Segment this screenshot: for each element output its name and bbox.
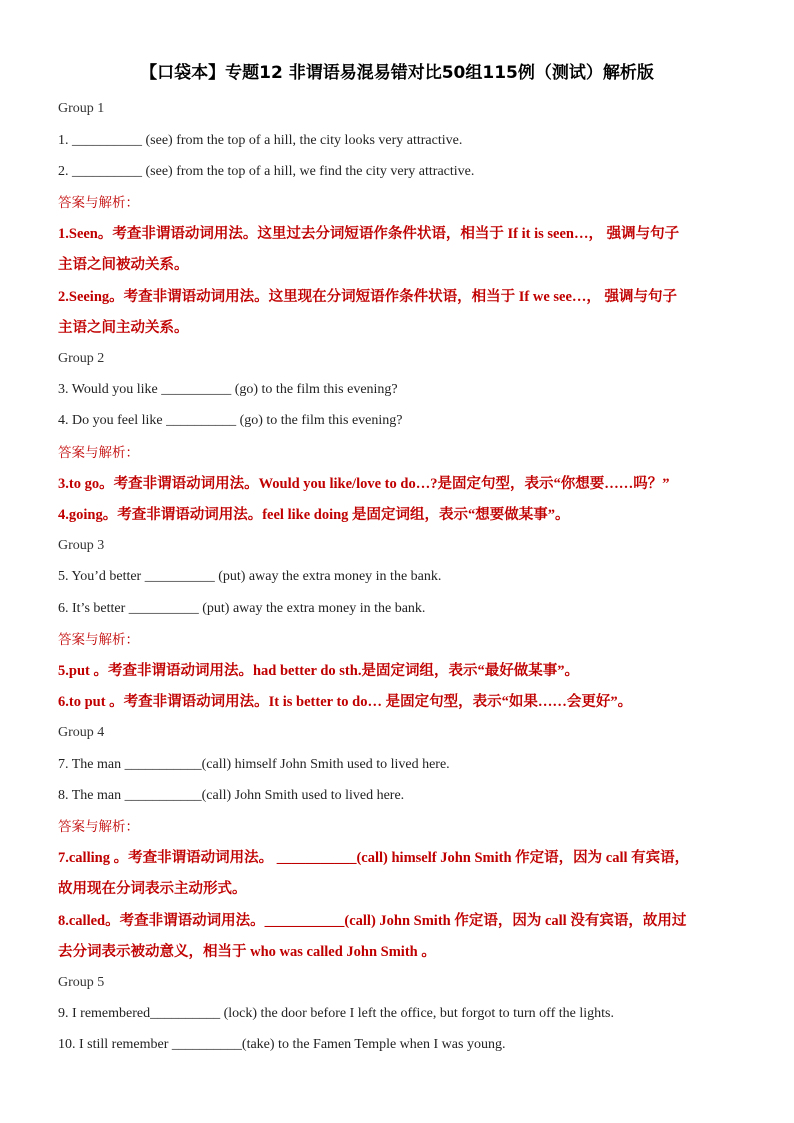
answer-line: 3.to go。考查非谓语动词用法。Would you like/love to do…?是固定句型，表示“你想要……吗？” bbox=[58, 476, 670, 492]
answer-heading: 答案与解析： bbox=[58, 632, 139, 648]
group-heading: Group 2 bbox=[58, 351, 105, 366]
question-line: 10. I still remember __________(take) to the Famen Temple when I was young. bbox=[58, 1037, 506, 1052]
answer-line: 主语之间主动关系。 bbox=[58, 320, 189, 336]
answer-line: 6.to put 。考查非谓语动词用法。It is better to do… 是固定句型，表示“如果……会更好”。 bbox=[58, 694, 633, 710]
question-line: 8. The man ___________(call) John Smith used to lived here. bbox=[58, 788, 405, 803]
question-line: 4. Do you feel like __________ (go) to the film this evening? bbox=[58, 413, 403, 428]
answer-line: 2.Seeing。考查非谓语动词用法。这里现在分词短语作条件状语，相当于 If we see…， 强调与句子 bbox=[58, 289, 678, 305]
group-heading: Group 4 bbox=[58, 725, 105, 740]
question-line: 9. I remembered__________ (lock) the door before I left the office, but forgot to turn off the lights. bbox=[58, 1006, 614, 1021]
question-line: 5. You’d better __________ (put) away the extra money in the bank. bbox=[58, 569, 442, 584]
question-line: 6. It’s better __________ (put) away the extra money in the bank. bbox=[58, 601, 426, 616]
answer-heading: 答案与解析： bbox=[58, 819, 139, 835]
page-title: 【口袋本】专题12 非谓语易混易错对比50组115例（测试）解析版 bbox=[140, 63, 654, 83]
answer-line: 7.calling 。考查非谓语动词用法。 ___________(call) himself John Smith 作定语，因为 call 有宾语， bbox=[58, 850, 690, 866]
answer-line: 1.Seen。考查非谓语动词用法。这里过去分词短语作条件状语，相当于 If it is seen…， 强调与句子 bbox=[58, 226, 680, 242]
answer-line: 主语之间被动关系。 bbox=[58, 257, 189, 273]
question-line: 7. The man ___________(call) himself John Smith used to lived here. bbox=[58, 757, 450, 772]
group-heading: Group 3 bbox=[58, 538, 105, 553]
question-line: 2. __________ (see) from the top of a hill, we find the city very attractive. bbox=[58, 164, 475, 179]
answer-line: 8.called。考查非谓语动词用法。___________(call) John Smith 作定语，因为 call 没有宾语，故用过 bbox=[58, 913, 687, 929]
group-heading: Group 5 bbox=[58, 975, 105, 990]
answer-line: 5.put 。考查非谓语动词用法。had better do sth.是固定词组，表示“最好做某事”。 bbox=[58, 663, 579, 679]
group-heading: Group 1 bbox=[58, 101, 105, 116]
answer-heading: 答案与解析： bbox=[58, 195, 139, 211]
question-line: 1. __________ (see) from the top of a hill, the city looks very attractive. bbox=[58, 133, 463, 148]
answer-line: 去分词表示被动意义，相当于 who was called John Smith 。 bbox=[58, 944, 436, 960]
question-line: 3. Would you like __________ (go) to the film this evening? bbox=[58, 382, 398, 397]
answer-line: 故用现在分词表示主动形式。 bbox=[58, 881, 247, 897]
answer-heading: 答案与解析： bbox=[58, 445, 139, 461]
answer-line: 4.going。考查非谓语动词用法。feel like doing 是固定词组，表示“想要做某事”。 bbox=[58, 507, 570, 523]
